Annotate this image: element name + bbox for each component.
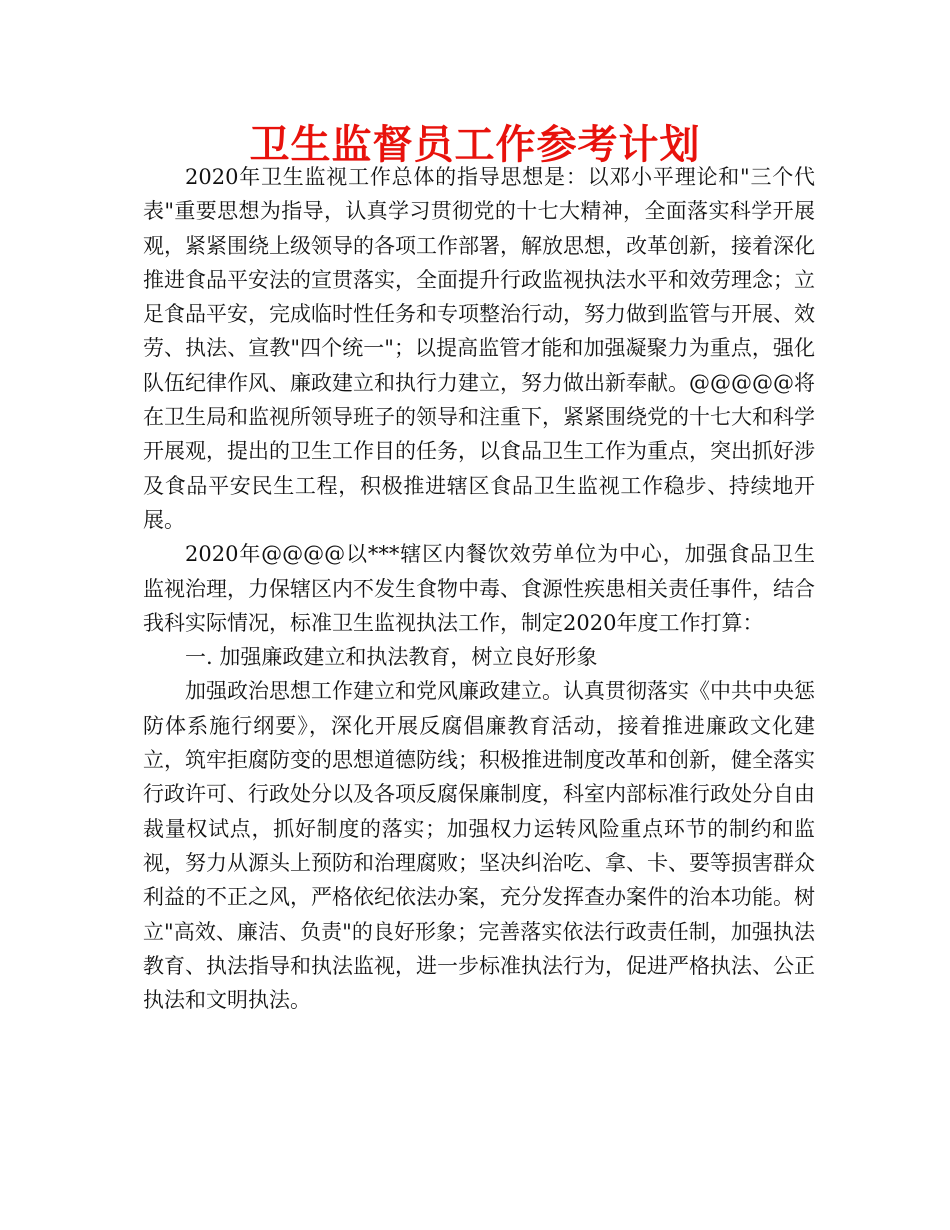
paragraph-guiding-principle: 2020年卫生监视工作总体的指导思想是：以邓小平理论和"三个代表"重要思想为指导，认真学习贯彻党的十七大精神，全面落实科学开展观，紧紧围绕上级领导的各项工作部署，解放思想，改革创新，接着深化推进食品平安法的宣贯落实，全面提升行政监视执法水平和效劳理念；立足食品平安，完成临时性任务和专项整治行动，努力做到监管与开展、效劳、执法、宣教"四个统一"；以提高监管才能和加强凝聚力为重点，强化队伍纪律作风、廉政建立和执行力建立，努力做出新奉献。@@@@@将在卫生局和监视所领导班子的领导和注重下，紧紧围绕党的十七大和科学开展观，提出的卫生工作目的任务，以食品卫生工作为重点，突出抓好涉及食品平安民生工程，积极推进辖区食品卫生监视工作稳步、持续地开展。	[143, 165, 815, 532]
paragraph-annual-focus: 2020年@@@@以***辖区内餐饮效劳单位为中心，加强食品卫生监视治理，力保辖区内不发生食物中毒、食源性疾患相关责任事件，结合我科实际情况，标准卫生监视执法工作，制定2020年度工作打算：	[143, 542, 815, 635]
section-heading-one: 一. 加强廉政建立和执法教育，树立良好形象	[185, 645, 598, 670]
document-title: 卫生监督员工作参考计划	[249, 122, 701, 168]
paragraph-integrity-building: 加强政治思想工作建立和党风廉政建立。认真贯彻落实《中共中央惩防体系施行纲要》，深化开展反腐倡廉教育活动，接着推进廉政文化建立，筑牢拒腐防变的思想道德防线；积极推进制度改革和创新，健全落实行政许可、行政处分以及各项反腐保廉制度，科室内部标准行政处分自由裁量权试点，抓好制度的落实；加强权力运转风险重点环节的制约和监视，努力从源头上预防和治理腐败；坚决纠治吃、拿、卡、要等损害群众利益的不正之风，严格依纪依法办案，充分发挥查办案件的治本功能。树立"高效、廉洁、负责"的良好形象；完善落实依法行政责任制，加强执法教育、执法指导和执法监视，进一步标准执法行为，促进严格执法、公正执法和文明执法。	[143, 679, 815, 1013]
document-body	[143, 160, 815, 1017]
